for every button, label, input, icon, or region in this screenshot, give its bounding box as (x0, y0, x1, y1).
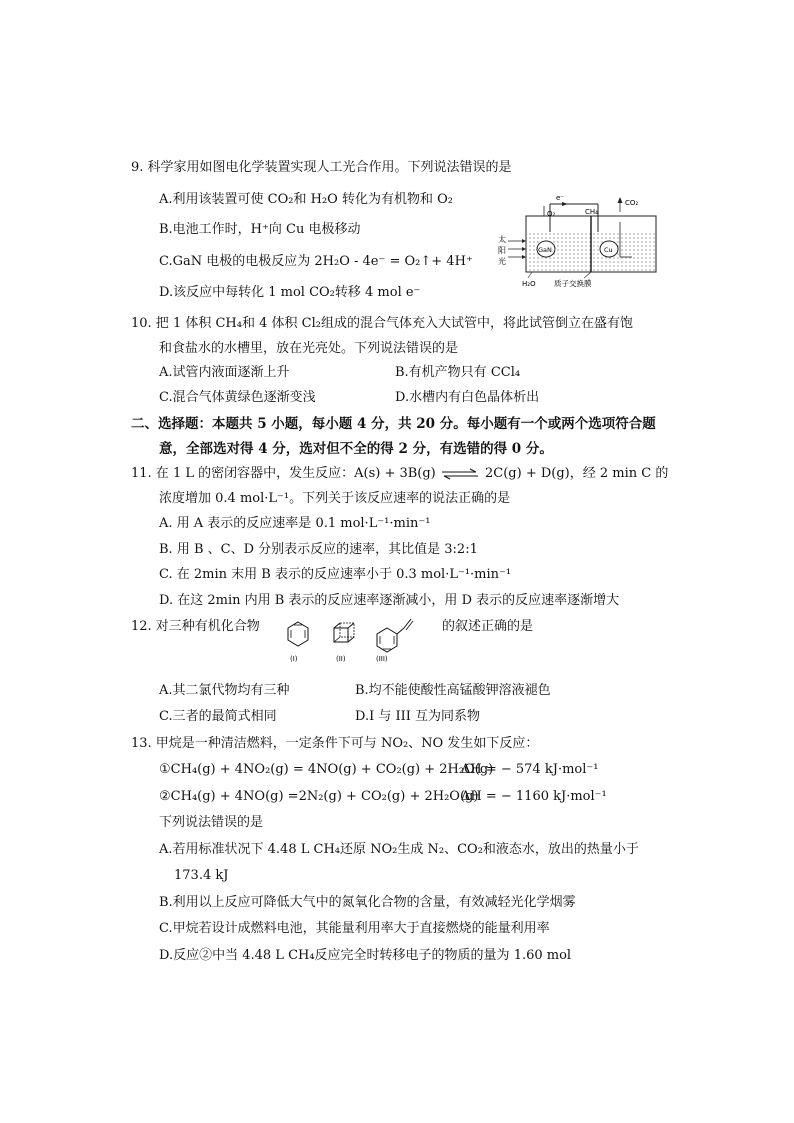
sunlight-label-1: 太 (498, 235, 506, 244)
q9-option-b: B.电池工作时，H⁺向 Cu 电极移动 (159, 222, 361, 237)
q13-option-a-line2: 173.4 kJ (174, 868, 229, 883)
q13-ask: 下列说法错误的是 (159, 815, 264, 830)
structure-label-2: (II) (336, 655, 346, 663)
q9-option-d: D.该反应中每转化 1 mol CO₂转移 4 mol e⁻ (159, 285, 421, 300)
q9-option-c: C.GaN 电极的电极反应为 2H₂O - 4e⁻ = O₂↑+ 4H⁺ (159, 254, 473, 269)
organic-structures-figure (280, 618, 440, 664)
membrane-label: 质子交换膜 (554, 279, 592, 288)
q13-reaction-1: ①CH₄(g) + 4NO₂(g) = 4NO(g) + CO₂(g) + 2H₂O(g) (159, 762, 494, 777)
q12-option-a: A.其二氯代物均有三种 (159, 683, 290, 698)
q13-reaction-2: ②CH₄(g) + 4NO(g) =2N₂(g) + CO₂(g) + 2H₂O(g) (159, 789, 479, 804)
q11-stem-line2: 浓度增加 0.4 mol·L⁻¹。下列关于该反应速率的说法正确的是 (159, 491, 511, 506)
q12-stem-part1: 12. 对三种有机化合物 (131, 619, 260, 634)
q13-stem: 13. 甲烷是一种清洁燃料，一定条件下可与 NO₂、NO 发生如下反应： (131, 736, 539, 751)
q10-stem-line1: 10. 把 1 体积 CH₄和 4 体积 Cl₂组成的混合气体充入大试管中，将此试管倒立在盛有饱 (131, 316, 633, 331)
q11-option-d: D. 在这 2min 内用 B 表示的反应速率逐渐减小，用 D 表示的反应速率逐渐增大 (159, 593, 620, 608)
sunlight-label-2: 阳 (498, 246, 506, 255)
electrochemical-cell-diagram (492, 192, 692, 292)
q10-option-c: C.混合气体黄绿色逐渐变浅 (159, 390, 316, 405)
structure-label-1: (I) (290, 655, 298, 663)
co2-label: CO₂ (625, 199, 639, 207)
sunlight-label-3: 光 (498, 257, 506, 266)
gan-electrode-label: GaN (538, 246, 552, 254)
q11-option-a: A. 用 A 表示的反应速率是 0.1 mol·L⁻¹·min⁻¹ (159, 516, 431, 531)
q13-option-d: D.反应②中当 4.48 L CH₄反应完全时转移电子的物质的量为 1.60 mol (159, 948, 572, 963)
reversible-arrow-icon (440, 468, 480, 480)
cu-electrode-label: Cu (604, 246, 613, 254)
q13-reaction-1-enthalpy: ΔH = − 574 kJ·mol⁻¹ (461, 762, 599, 777)
q10-stem-line2: 和食盐水的水槽里，放在光亮处。下列说法错误的是 (159, 341, 459, 356)
section2-heading-line2: 意，全部选对得 4 分，选对但不全的得 2 分，有选错的得 0 分。 (159, 441, 553, 457)
q12-option-b: B.均不能使酸性高锰酸钾溶液褪色 (355, 683, 551, 698)
water-label: H₂O (522, 280, 536, 288)
q10-option-d: D.水槽内有白色晶体析出 (395, 390, 540, 405)
ch4-label: CH₄ (585, 208, 598, 216)
q9-stem: 9. 科学家用如图电化学装置实现人工光合作用。下列说法错误的是 (131, 160, 512, 175)
o2-label: O₂ (547, 210, 556, 218)
q12-option-d: D.I 与 III 互为同系物 (355, 709, 481, 724)
q11-stem-line1a: 11. 在 1 L 的密闭容器中，发生反应：A(s) + 3B(g) (131, 466, 436, 481)
q13-option-c: C.甲烷若设计成燃料电池，其能量利用率大于直接燃烧的能量利用率 (159, 921, 550, 936)
q12-option-c: C.三者的最简式相同 (159, 709, 277, 724)
q12-stem-part2: 的叙述正确的是 (442, 619, 534, 634)
q13-reaction-2-enthalpy: ΔH = − 1160 kJ·mol⁻¹ (461, 789, 607, 804)
q9-option-a: A.利用该装置可使 CO₂和 H₂O 转化为有机物和 O₂ (159, 192, 453, 207)
q13-option-a-line1: A.若用标准状况下 4.48 L CH₄还原 NO₂生成 N₂、CO₂和液态水，放出的热量小于 (159, 842, 639, 857)
q11-option-c: C. 在 2min 末用 B 表示的反应速率小于 0.3 mol·L⁻¹·min⁻¹ (159, 567, 512, 582)
q13-option-b: B.利用以上反应可降低大气中的氮氧化合物的含量，有效减轻光化学烟雾 (159, 895, 576, 910)
q11-stem-line1b: 2C(g) + D(g)，经 2 min C 的 (485, 466, 669, 481)
structure-label-3: (III) (376, 655, 388, 663)
section2-heading-line1: 二、选择题：本题共 5 小题，每小题 4 分，共 20 分。每小题有一个或两个选项符合题 (131, 416, 656, 432)
q10-option-b: B.有机产物只有 CCl₄ (395, 365, 521, 380)
q11-option-b: B. 用 B 、C、D 分别表示反应的速率，其比值是 3:2:1 (159, 542, 478, 557)
q10-option-a: A.试管内液面逐渐上升 (159, 365, 290, 380)
electron-label: e⁻ (556, 194, 565, 202)
